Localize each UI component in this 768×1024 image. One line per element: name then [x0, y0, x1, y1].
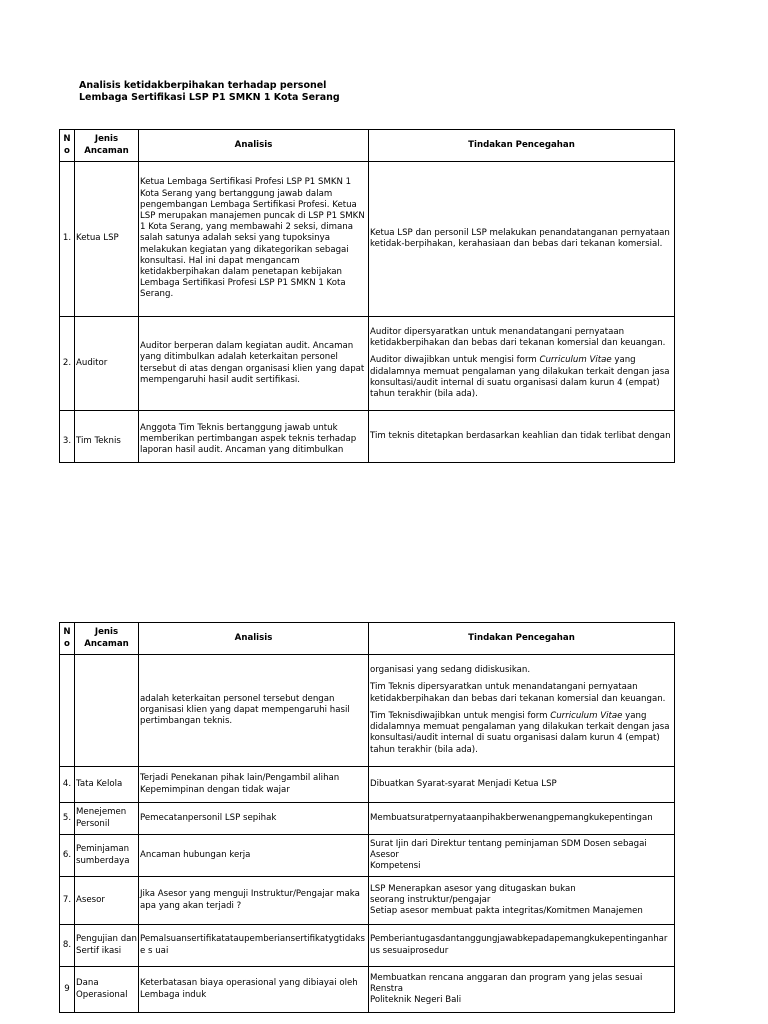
header-no: N o — [60, 130, 75, 162]
header-analisis: Analisis — [139, 130, 369, 162]
prevention-text: Auditor diwajibkan untuk mengisi form Curriculum Vitae yang didalamnya memuat pengalaman yang dilakukan terkait dengan jasa konsultasi/audit internal di suatu organisasi dalam kurun 4 (empat) tahun terakhir (bila ada). — [370, 355, 670, 399]
analysis-text: Terjadi Penekanan pihak lain/Pengambil alihan Kepemimpinan dengan tidak wajar — [139, 767, 369, 803]
header-jenis-ancaman: Jenis Ancaman — [75, 130, 139, 162]
document-header — [79, 80, 340, 104]
analysis-text: Ketua Lembaga Sertifikasi Profesi LSP P1 SMKN 1 Kota Serang yang bertanggung jawab dalam pengembangan Lembaga Sertifikasi Profesi. Ketua LSP merupakan manajemen puncak di LSP P1 SMKN 1 Kota Serang, yang membawahi 2 seksi, dimana salah satunya adalah seksi yang tupoksinya melakukan kegiatan yang dikategorikan sebagai konsultasi. Hal ini dapat mengancam ketidakberpihakan dalam penetapan kebijakan Lembaga Sertifikasi Profesi LSP P1 SMKN 1 Kota Serang. — [139, 162, 369, 317]
header-analisis: Analisis — [139, 623, 369, 655]
threat-type: Asesor — [75, 877, 139, 925]
prevention-text: Surat Ijin dari Direktur tentang peminjaman SDM Dosen sebagai Asesor — [370, 838, 647, 860]
threat-type: Menejemen Personil — [75, 803, 139, 835]
analysis-text: adalah keterkaitan personel tersebut dengan organisasi klien yang dapat mempengaruhi hasil pertimbangan teknis. — [139, 655, 369, 767]
prevention-text: Politeknik Negeri Bali — [370, 995, 462, 1006]
row-number: 3. — [60, 411, 75, 463]
prevention-text: Kompetensi — [370, 861, 421, 872]
row-number: 7. — [60, 877, 75, 925]
prevention-text: Pemberiantugasdantanggungjawabkepadapemangkukepentinganhar us sesuaiprosedur — [369, 925, 675, 967]
prevention-text: LSP Menerapkan asesor yang ditugaskan bukan — [370, 883, 576, 894]
prevention-text: Dibuatkan Syarat-syarat Menjadi Ketua LSP — [369, 767, 675, 803]
document-subtitle: Lembaga Sertifikasi LSP P1 SMKN 1 Kota Serang — [79, 92, 340, 103]
prevention-cell — [369, 317, 675, 411]
threat-type — [75, 655, 139, 767]
row-number: 9 — [60, 967, 75, 1013]
prevention-text: Auditor dipersyaratkan untuk menandatangani pernyataan ketidakberpihakan dan bebas dari tekanan komersial dan keuangan. — [370, 326, 666, 349]
threat-type: Tata Kelola — [75, 767, 139, 803]
document-title: Analisis ketidakberpihakan terhadap personel — [79, 80, 327, 91]
row-number: 1. — [60, 162, 75, 317]
prevention-text: Membuatkan rencana anggaran dan program yang jelas sesuai Renstra — [370, 972, 643, 994]
prevention-text: Setiap asesor membuat pakta integritas/Komitmen Manajemen — [370, 906, 643, 917]
analysis-text: Ancaman hubungan kerja — [139, 835, 369, 877]
analysis-text: Keterbatasan biaya operasional yang dibiayai oleh Lembaga induk — [139, 967, 369, 1013]
table-row — [60, 967, 675, 1013]
prevention-text: seorang instruktur/pengajar — [370, 894, 491, 905]
analysis-text: Pemalsuansertifikatataupemberiansertifikatygtidakse s uai — [139, 925, 369, 967]
table-header-row — [60, 623, 675, 655]
table-row — [60, 877, 675, 925]
row-number: 5. — [60, 803, 75, 835]
row-number: 2. — [60, 317, 75, 411]
threat-type: Dana Operasional — [75, 967, 139, 1013]
table-row — [60, 803, 675, 835]
analysis-text: Auditor berperan dalam kegiatan audit. Ancaman yang ditimbulkan adalah keterkaitan personel tersebut di atas dengan organisasi klien yang dapat mempengaruhi hasil audit sertifikasi. — [139, 317, 369, 411]
table-row — [60, 925, 675, 967]
analysis-text: Jika Asesor yang menguji Instruktur/Pengajar maka apa yang akan terjadi ? — [139, 877, 369, 925]
threat-type: Pengujian dan Sertif ikasi — [75, 925, 139, 967]
prevention-text: Tim Teknis dipersyaratkan untuk menandatangani pernyataan ketidakberpihakan dan bebas dari tekanan komersial dan keuangan. — [370, 682, 666, 704]
prevention-cell — [369, 967, 675, 1013]
table-row — [60, 655, 675, 767]
row-number: 8. — [60, 925, 75, 967]
analysis-text: Pemecatanpersonil LSP sepihak — [139, 803, 369, 835]
prevention-text: organisasi yang sedang didiskusikan. — [370, 665, 531, 676]
prevention-text: Ketua LSP dan personil LSP melakukan penandatanganan pernyataan ketidak-berpihakan, kerahasiaan dan bebas dari tekanan komersial. — [369, 162, 675, 317]
threat-type: Auditor — [75, 317, 139, 411]
analysis-text: Anggota Tim Teknis bertanggung jawab untuk memberikan pertimbangan aspek teknis terhadap laporan hasil audit. Ancaman yang ditimbulkan — [139, 411, 369, 463]
threat-type: Tim Teknis — [75, 411, 139, 463]
prevention-text: Tim teknis ditetapkan berdasarkan keahlian dan tidak terlibat dengan — [369, 411, 675, 463]
table-row — [60, 411, 675, 463]
prevention-cell — [369, 835, 675, 877]
table-row — [60, 767, 675, 803]
table-row — [60, 835, 675, 877]
threat-analysis-table-1 — [59, 129, 675, 463]
header-no: N o — [60, 623, 75, 655]
threat-type: Ketua LSP — [75, 162, 139, 317]
table-header-row — [60, 130, 675, 162]
threat-type: Peminjaman sumberdaya — [75, 835, 139, 877]
prevention-cell — [369, 877, 675, 925]
row-number: 4. — [60, 767, 75, 803]
header-tindakan-pencegahan: Tindakan Pencegahan — [369, 130, 675, 162]
header-tindakan-pencegahan: Tindakan Pencegahan — [369, 623, 675, 655]
threat-analysis-table-2 — [59, 622, 675, 1013]
prevention-text: Membuatsuratpernyataanpihakberwenangpemangkukepentingan — [369, 803, 675, 835]
row-number — [60, 655, 75, 767]
prevention-cell — [369, 655, 675, 767]
prevention-text: Tim Teknisdiwajibkan untuk mengisi form Curriculum Vitae yang didalamnya memuat pengalaman yang dilakukan terkait dengan jasa konsultasi/audit internal di suatu organisasi dalam kurun 4 (empat) tahun terakhir (bila ada). — [370, 710, 670, 755]
table-row — [60, 162, 675, 317]
row-number: 6. — [60, 835, 75, 877]
header-jenis-ancaman: Jenis Ancaman — [75, 623, 139, 655]
table-row — [60, 317, 675, 411]
